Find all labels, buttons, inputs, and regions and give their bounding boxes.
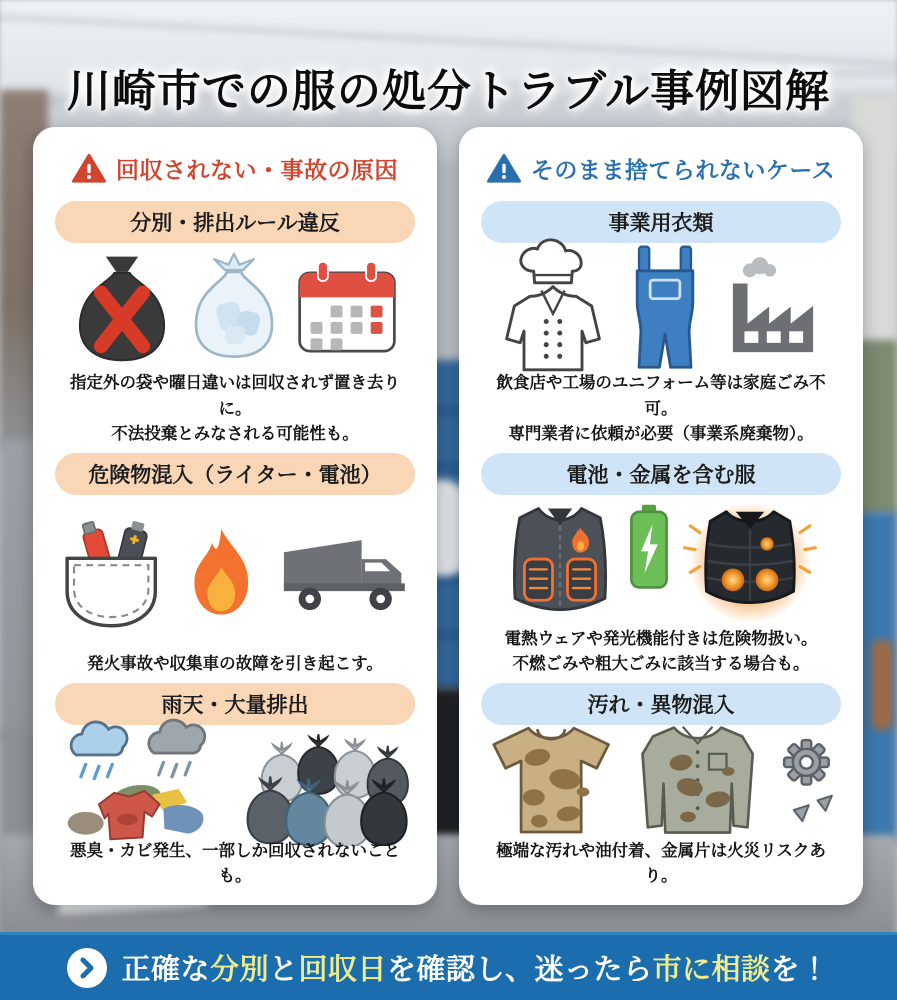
section-dirt-foreign-objects — [459, 683, 863, 895]
footer-segment: を！ — [770, 952, 830, 986]
section-pill: 分別・排出ルール違反 — [55, 201, 415, 243]
icon-row — [55, 725, 415, 838]
garbage-bag-pile-icon — [246, 716, 412, 846]
banned-trash-bag-icon — [72, 249, 172, 365]
section-pill: 雨天・大量排出 — [55, 683, 415, 725]
clear-garbage-bag-icon — [188, 252, 280, 362]
factory-icon — [719, 250, 827, 364]
rain-clouds-wet-clothes-icon — [58, 717, 230, 845]
section-caption: 指定外の袋や曜日違いは回収されず置き去りに。 不法投棄とみなされる可能性も。 — [70, 373, 400, 444]
footer-segment: と — [268, 952, 299, 986]
page-title: 川崎市での服の処分トラブル事例図解 — [66, 66, 831, 118]
icon-row — [55, 243, 415, 370]
section-pill: 電池・金属を含む服 — [481, 453, 841, 495]
footer-banner — [0, 932, 897, 1000]
icon-row — [55, 495, 415, 651]
section-caption: 悪臭・カビ発生、一部しか回収されないことも。 — [70, 840, 400, 886]
warning-triangle-red-icon — [72, 153, 106, 184]
section-hazardous-items — [33, 453, 437, 683]
section-business-clothing — [459, 201, 863, 453]
fire-icon — [183, 521, 260, 625]
work-overalls-icon — [627, 243, 703, 371]
stained-tshirt-icon — [481, 722, 622, 840]
footer-segment-highlight: 回収日 — [298, 952, 387, 986]
gear-and-metal-fragments-icon — [773, 731, 841, 831]
section-pill: 事業用衣類 — [481, 201, 841, 243]
right-card-title: そのまま捨てられないケース — [530, 157, 836, 184]
left-card-header — [33, 149, 437, 187]
footer-segment-highlight: 市に相談 — [652, 952, 771, 986]
footer-segment: を確認し、迷ったら — [387, 952, 653, 986]
pocket-with-lighter-and-battery-icon — [55, 514, 167, 632]
stained-work-shirt-icon — [632, 717, 763, 845]
section-battery-metal-clothing — [459, 453, 863, 683]
warning-triangle-blue-icon — [487, 153, 521, 184]
glowing-vest-icon — [679, 489, 821, 631]
section-caption: 飲食店や工場のユニフォーム等は家庭ごみ不可。 専門業者に依頼が必要（事業系廃棄物）。 — [496, 373, 826, 444]
footer-segment: 正確な — [121, 952, 210, 986]
card-collection-trouble-causes — [33, 127, 437, 905]
footer-message — [121, 947, 829, 988]
garbage-truck-icon — [277, 526, 415, 620]
collection-calendar-icon — [296, 258, 398, 355]
chevron-right-icon — [67, 948, 107, 988]
battery-icon — [627, 501, 671, 593]
section-pill: 汚れ・異物混入 — [481, 683, 841, 725]
chef-uniform-icon — [495, 238, 611, 376]
icon-row — [481, 495, 841, 626]
heated-vest-icon — [501, 501, 619, 619]
rust-patch — [871, 640, 893, 730]
section-rainy-bulk — [33, 683, 437, 895]
right-card-header — [459, 149, 863, 187]
section-caption: 極端な汚れや油付着、金属片は火災リスクあり。 — [496, 840, 826, 886]
section-pill: 危険物混入（ライター・電池） — [55, 453, 415, 495]
icon-row — [481, 725, 841, 838]
left-card-title: 回収されない・事故の原因 — [116, 157, 398, 184]
footer-segment-highlight: 分別 — [209, 952, 269, 986]
card-cannot-dispose-cases — [459, 127, 863, 905]
section-rule-violation — [33, 201, 437, 453]
icon-row — [481, 243, 841, 370]
section-caption: 発火事故や収集車の故障を引き起こす。 — [87, 654, 383, 674]
section-caption: 電熱ウェアや発光機能付きは危険物扱い。 不燃ごみや粗大ごみに該当する場合も。 — [504, 628, 818, 674]
